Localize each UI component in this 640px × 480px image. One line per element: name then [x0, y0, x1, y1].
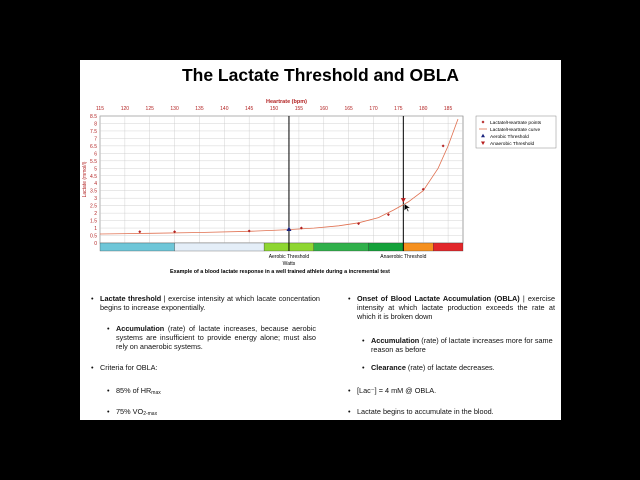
- x-tick-label: 130: [170, 106, 179, 112]
- y-tick-label: 2.5: [90, 203, 97, 210]
- slide-title: The Lactate Threshold and OBLA: [181, 65, 460, 85]
- y-tick-label: 3.5: [90, 188, 97, 195]
- right-bullet-2: [371, 336, 557, 354]
- x-tick-label: 160: [319, 106, 328, 112]
- x-axis-label: Heartrate (bpm): [265, 99, 307, 105]
- chart-caption: Example of a blood lactate response in a well trained athlete during a incremental test: [170, 269, 390, 275]
- left-bullet-dot-3: •: [91, 363, 94, 372]
- x-tick-label: 165: [344, 106, 353, 112]
- y-tick-label: 5: [94, 166, 97, 173]
- y-tick-label: 1: [94, 226, 97, 233]
- clearance-def: (rate) of lactate decreases.: [405, 363, 495, 372]
- right-bullet-dot-1: •: [348, 294, 351, 303]
- y-tick-label: 3: [94, 196, 97, 203]
- legend-entry: Lactate/Heartrate points: [490, 120, 542, 126]
- criteria-obla: Criteria for OBLA:: [100, 363, 158, 372]
- x-tick-label: 120: [120, 106, 130, 112]
- lactate-accumulates: Lactate begins to accumulate in the blood.: [357, 407, 494, 416]
- right-bullet-3: [371, 363, 495, 372]
- x-tick-label: 150: [269, 106, 279, 112]
- legend-entry: Anaerobic Threshold: [490, 141, 535, 147]
- slide: [80, 60, 561, 420]
- x-tick-label: 175: [394, 106, 403, 112]
- accumulation-def-left: (rate) of lactate increases, because aerobic systems are insufficient to provide energy alone; must also rely on anaerobic systems.: [116, 324, 316, 352]
- aerobic-threshold-label: Aerobic Threshold: [268, 254, 310, 260]
- intensity-zone: [403, 243, 433, 251]
- accumulation-term-right: Accumulation: [371, 336, 420, 345]
- left-bullet-dot-5: •: [107, 407, 110, 416]
- intensity-zone: [314, 243, 369, 251]
- plot-area: [100, 116, 463, 243]
- y-axis-label: Lactate (mmol/l): [82, 161, 88, 198]
- right-bullet-dot-3: •: [362, 363, 365, 372]
- y-tick-label: 1.5: [90, 218, 97, 225]
- anaerobic-threshold-label: Anaerobic Threshold: [380, 254, 427, 260]
- x-tick-label: 155: [294, 106, 304, 112]
- y-tick-label: 0: [94, 241, 97, 247]
- x-tick-label: 170: [369, 106, 378, 112]
- intensity-zone: [433, 243, 463, 251]
- lactate-chart: [80, 60, 561, 292]
- criteria-vo2: [116, 407, 157, 417]
- left-bullet-1: [100, 294, 320, 312]
- criteria-vo2-text: 75% VO: [116, 407, 144, 416]
- obla-term: Onset of Blood Lactate Accumulation (OBLA): [357, 294, 520, 303]
- criteria-vo2-sub: 2-max: [143, 411, 158, 417]
- criteria-hr: [116, 386, 161, 396]
- left-bullet-2: [116, 324, 316, 351]
- watts-label: Watts: [282, 261, 296, 267]
- intensity-zone: [100, 243, 175, 251]
- y-tick-label: 2: [94, 211, 97, 218]
- y-tick-label: 8: [94, 121, 97, 128]
- x-tick-label: 185: [443, 106, 453, 112]
- x-tick-label: 125: [145, 106, 154, 112]
- x-tick-label: 180: [419, 106, 428, 112]
- intensity-zone: [175, 243, 265, 251]
- y-tick-label: 6: [94, 151, 97, 158]
- clearance-term: Clearance: [371, 363, 406, 372]
- y-tick-label: 8.5: [90, 114, 97, 120]
- y-tick-label: 4.5: [90, 173, 97, 180]
- right-bullet-dot-2: •: [362, 336, 365, 345]
- x-tick-label: 115: [96, 106, 104, 112]
- y-tick-label: 5.5: [90, 158, 97, 165]
- y-tick-label: 6.5: [90, 143, 97, 150]
- y-tick-label: 7: [94, 136, 97, 143]
- left-bullet-dot-1: •: [91, 294, 94, 303]
- accumulation-term-left: Accumulation: [116, 324, 165, 333]
- left-bullet-dot-4: •: [107, 386, 110, 395]
- legend-entry: Lactate/Heartrate curve: [490, 127, 541, 133]
- criteria-hr-text: 85% of HR: [116, 386, 152, 395]
- lactate-threshold-def: | exercise intensity at which lacate concentation begins to increase exponentially.: [100, 294, 320, 313]
- legend-entry: Aerobic Threshold: [490, 134, 529, 140]
- x-tick-label: 135: [195, 106, 204, 112]
- right-bullet-dot-5: •: [348, 407, 351, 416]
- obla-def: | exercise intensity at which lactate production exceeds the rate at which it is broken down: [357, 294, 555, 322]
- y-tick-label: 7.5: [90, 128, 97, 135]
- intensity-zone: [369, 243, 404, 251]
- left-bullet-dot-2: •: [107, 324, 110, 333]
- lactate-threshold-term: Lactate threshold: [100, 294, 162, 303]
- accumulation-def-right: (rate) of lactate increases more for same reason as before: [371, 336, 553, 355]
- x-tick-label: 140: [220, 106, 229, 112]
- criteria-hr-sub: max: [151, 390, 161, 396]
- x-tick-label: 145: [245, 106, 254, 112]
- y-tick-label: 4: [94, 181, 97, 188]
- y-tick-label: 0.5: [90, 233, 97, 240]
- right-bullet-1: [357, 294, 555, 321]
- lactate-4mm: [Lac⁻] = 4 mM @ OBLA.: [357, 386, 437, 395]
- right-bullet-dot-4: •: [348, 386, 351, 395]
